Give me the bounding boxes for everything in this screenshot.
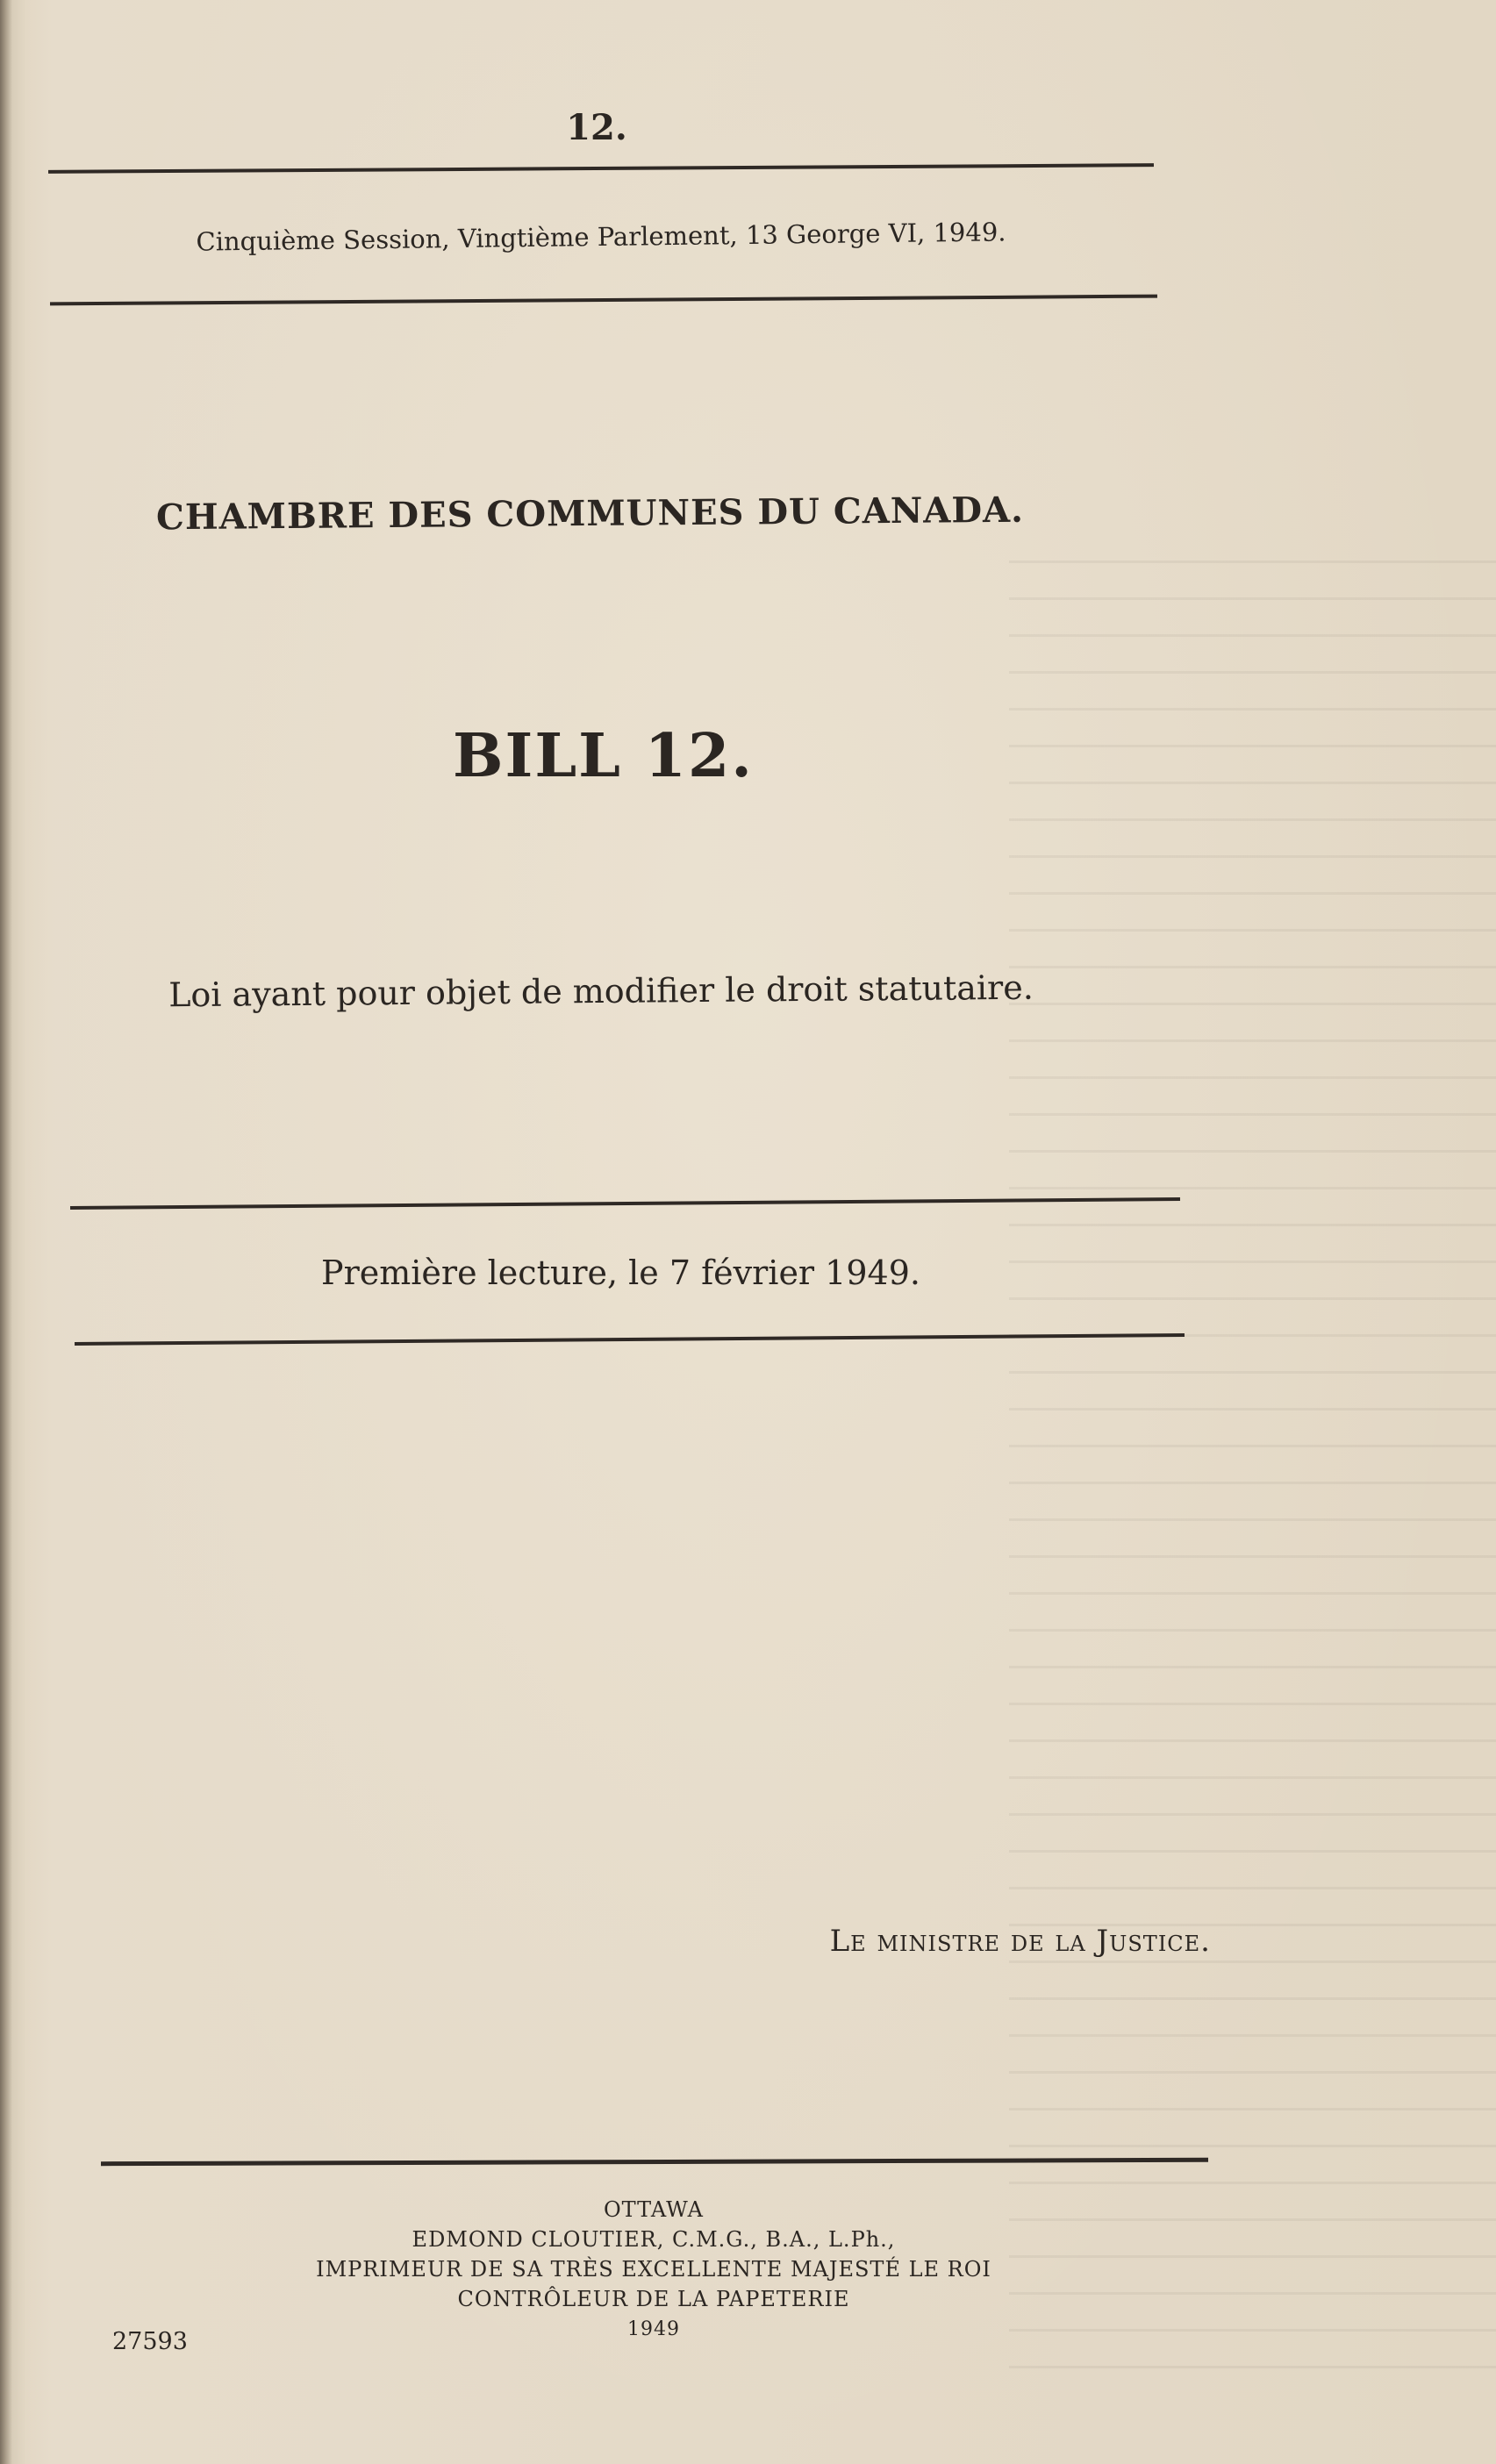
document-code: 27593: [112, 2328, 188, 2355]
top-rule: [48, 163, 1154, 174]
first-reading: Première lecture, le 7 février 1949.: [321, 1253, 920, 1292]
printer-role: CONTRÔLEUR DE LA PAPETERIE: [457, 2287, 850, 2311]
printer-title: IMPRIMEUR DE SA TRÈS EXCELLENTE MAJESTÉ LE ROI: [316, 2257, 991, 2282]
minister-signature: Le ministre de la Justice.: [829, 1924, 1211, 1959]
session-line: Cinquième Session, Vingtième Parlement, 13 George VI, 1949.: [196, 217, 1006, 257]
printer-city: OTTAWA: [604, 2197, 704, 2222]
house-heading: CHAMBRE DES COMMUNES DU CANADA.: [155, 489, 1025, 539]
bleed-through-texture: [1009, 526, 1496, 2368]
bill-title: BILL 12.: [453, 721, 754, 791]
bill-number: 12.: [566, 107, 627, 148]
printer-year: 1949: [627, 2318, 680, 2340]
session-rule: [50, 295, 1157, 306]
bill-purpose: Loi ayant pour objet de modifier le droit statutaire.: [168, 968, 1034, 1015]
printer-name: EDMOND CLOUTIER, C.M.G., B.A., L.Ph.,: [412, 2227, 896, 2252]
